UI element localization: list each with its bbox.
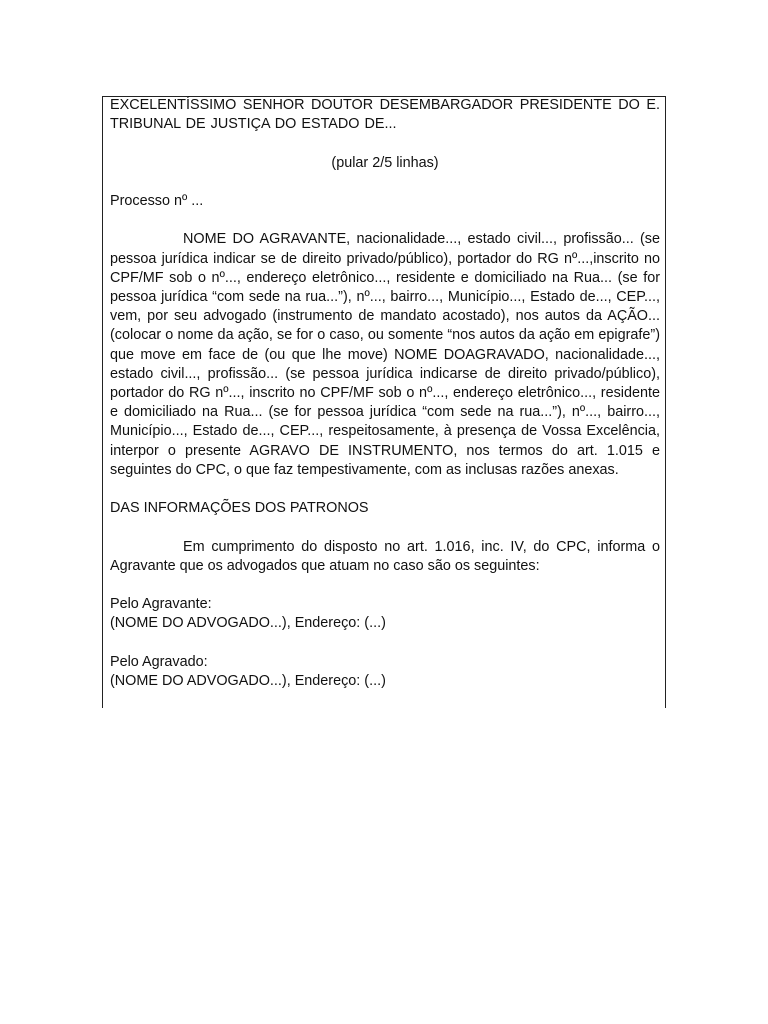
main-paragraph: NOME DO AGRAVANTE, nacionalidade..., estado civil..., profissão... (se pessoa jurídica indicar se de direito privado/público), portador do RG nº...,inscrito no CPF/MF sob o nº..., endereço eletrônico..., residente e domiciliado na Rua... (se for pessoa jurídica “com sede na rua...”), nº..., bairro..., Município..., Estado de..., CEP..., vem, por seu advogado (instrumento de mandato acostado), nos autos da AÇÃO... (colocar o nome da ação, se for o caso, ou somente “nos autos da ação em epigrafe”) que move em face de (ou que lhe move) NOME DOAGRAVADO, nacionalidade..., estado civil..., profissão... (se pessoa jurídica indicarse de direito privado/público), portador do RG nº..., inscrito no CPF/MF sob o nº..., endereço eletrônico..., residente e domiciliado na Rua... (se for pessoa jurídica “com sede na rua...”), nº..., bairro..., Município..., Estado de..., CEP..., respeitosamente, à presença de Vossa Excelência, interpor o presente AGRAVO DE INSTRUMENTO, nos termos do art. 1.015 e seguintes do CPC, o que faz tempestivamente, com as inclusas razões anexas. [110, 231, 660, 478]
section-paragraph: Em cumprimento do disposto no art. 1.016, inc. IV, do CPC, informa o Agravante que os advogados que atuam no caso são os seguintes: [110, 538, 660, 574]
spacer [110, 134, 660, 153]
document-body [110, 96, 660, 691]
agravado-label: Pelo Agravado: [110, 653, 208, 670]
spacer [110, 634, 660, 653]
section-title: DAS INFORMAÇÕES DOS PATRONOS [110, 500, 369, 517]
process-number: Processo nº ... [110, 192, 204, 209]
spacer [110, 173, 660, 192]
skip-lines-note: (pular 2/5 linhas) [331, 154, 439, 171]
agravante-label: Pelo Agravante: [110, 596, 212, 613]
spacer [110, 518, 660, 537]
agravado-lawyer: (NOME DO ADVOGADO...), Endereço: (...) [110, 672, 386, 689]
document-heading: EXCELENTÍSSIMO SENHOR DOUTOR DESEMBARGADOR PRESIDENTE DO E. TRIBUNAL DE JUSTIÇA DO ESTADO DE... [110, 97, 660, 133]
agravante-lawyer: (NOME DO ADVOGADO...), Endereço: (...) [110, 615, 386, 632]
spacer [110, 211, 660, 230]
spacer [110, 480, 660, 499]
spacer [110, 576, 660, 595]
